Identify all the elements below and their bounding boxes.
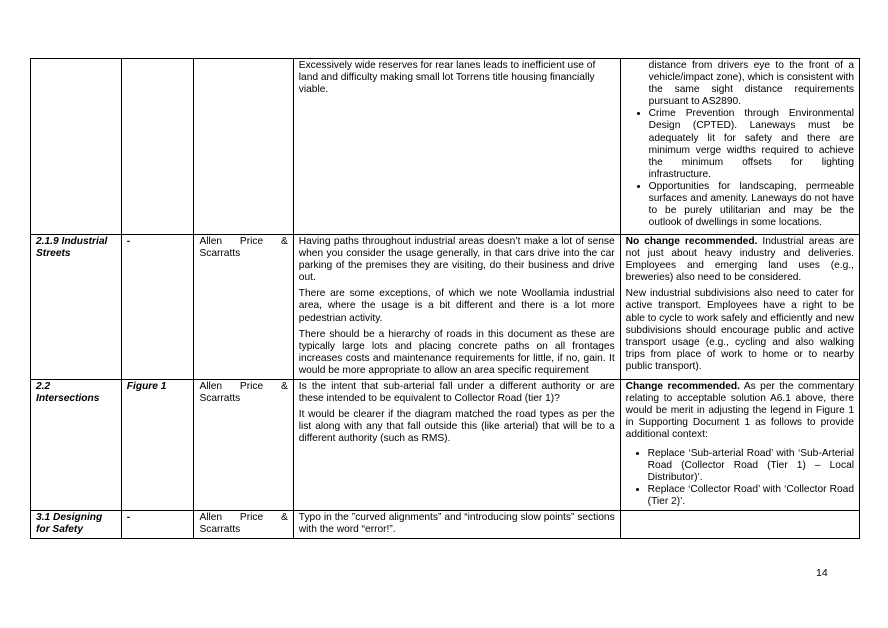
response-bullet: • Crime Prevention through Environmental Design (CPTED). Laneways must be adequately lit for safety and there are minimum verge widths required to achieve the minimum offsets for lighting infrastructure. [649,108,854,181]
response-text: Industrial areas are not just about heavy industry and deliveries. Employees and emerging land uses (e.g., breweries) also need to be considered. [625,236,854,284]
response-bullet-list [631,108,854,229]
comment-paragraph: Excessively wide reserves for rear lanes leads to inefficient use of land and difficulty making small lot Torrens title housing financially viable. [298,60,596,96]
submitter-line: Scarratts [199,248,241,260]
table-row [31,235,860,380]
response-paragraph: distance from drivers eye to the front of a vehicle/impact zone), which is consistent with the same sight distance requirements pursuant to AS2890. [648,60,854,108]
response-cell [620,235,859,380]
response-bullet: • Replace ‘Sub-arterial Road’ with ‘Sub-Arterial Road (Collector Road (Tier 1) – Local Distributor)’. [648,448,854,484]
submitter-line [199,381,287,393]
table-row [31,380,860,511]
comment-cell [293,59,620,235]
response-cell [620,380,859,511]
reference-cell: Figure 1 [121,380,194,511]
submitter-line: Scarratts [199,393,241,405]
comment-paragraph: There should be a hierarchy of roads in this document as these are typically large lots and placing concrete paths on all frontages increases costs and maintenance requirements for little, if no, gain. It would be more appropriate to allow an area specific requirement [298,328,615,376]
section-cell [31,59,122,235]
submitter-word: & [280,511,288,523]
submissions-table [30,58,860,539]
response-bullet: • Opportunities for landscaping, permeable surfaces and amenity. Laneways do not have to be purely utilitarian and may be the outlook of dwellings in some locations. [649,181,854,229]
section-cell: 2.1.9 Industrial Streets [31,235,122,380]
comment-cell [293,510,620,538]
comment-paragraph: Having paths throughout industrial areas doesn’t make a lot of sense when you consider the usage generally, in that cars drive into the car parking of the premises they are visiting, do their business and drive out. [298,236,615,284]
comment-paragraph: Typo in the ”curved alignments” and “introducing slow points” sections with the word “error!”. [298,511,615,536]
submitter-word: Price [239,236,264,247]
submitter-word: Allen [199,236,223,247]
section-cell: 2.2 Intersections [31,380,122,511]
table-row [31,59,860,235]
submitter-cell [194,59,293,235]
comment-cell [293,380,620,511]
reference-cell: - [121,510,194,538]
submitter-word: Allen [199,381,223,393]
response-cell [620,59,859,235]
response-paragraph [626,236,854,284]
submitter-word: & [280,236,288,247]
page-number: 14 [816,567,828,579]
submitter-word: Price [239,381,264,393]
response-paragraph [626,381,854,441]
section-cell: 3.1 Designing for Safety [31,510,122,538]
submitter-cell [194,510,293,538]
comment-cell [293,235,620,380]
response-text: As per the commentary relating to acceptable solution A6.1 above, there would be merit in adjusting the legend in Figure 1 in Supporting Document 1 as follows to provide additional context: [625,381,855,441]
submitter-word: Price [239,511,264,523]
submitter-word: Allen [199,511,223,523]
response-bullet: • Replace ‘Collector Road’ with ‘Collector Road (Tier 2)’. [648,484,854,508]
response-bullet-list [626,448,854,508]
recommendation-label: No change recommended. [625,236,758,247]
submitter-word: & [280,381,288,393]
submitter-line [199,236,287,248]
table-row [31,510,860,538]
reference-cell: - [121,235,194,380]
submitter-cell [194,380,293,511]
recommendation-label: Change recommended. [625,381,740,393]
submitter-line [199,512,287,524]
response-paragraph: New industrial subdivisions also need to cater for active transport. Employees have a right to be able to cycle to work safely and efficiently and new subdivisions should encourage public and active transport usage (e.g., cycling and also walking trips from place of work to home or to nearby public transport). [625,288,854,372]
comment-paragraph: Is the intent that sub-arterial fall under a different authority or are these intended to be equivalent to Collector Road (tier 1)? [298,381,615,405]
reference-cell [121,59,194,235]
response-cell [620,510,859,538]
comment-paragraph: It would be clearer if the diagram matched the road types as per the list along with any that fall outside this (like arterial) that will be to a different authority (such as RMS). [298,409,615,445]
comment-paragraph: There are some exceptions, of which we note Woollamia industrial area, where the usage is a bit different and there is a lot more pedestrian activity. [298,288,615,324]
submitter-line: Scarratts [199,524,241,536]
submitter-cell [194,235,293,380]
